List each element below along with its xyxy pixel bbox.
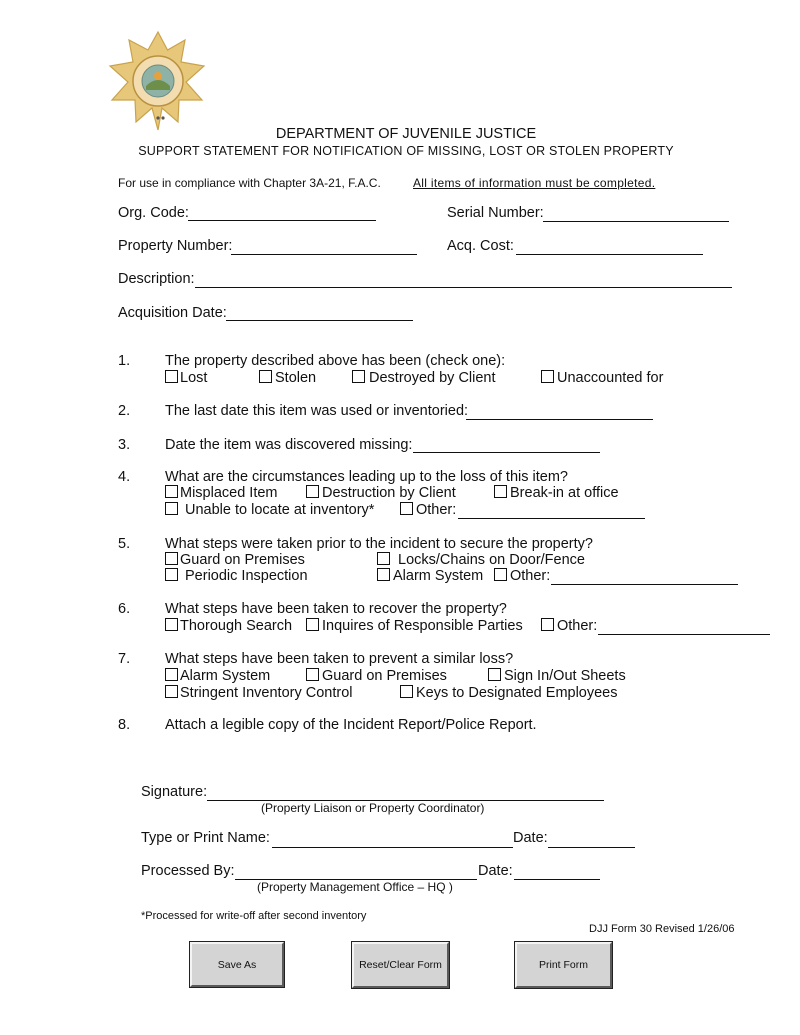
processed-by-label: Processed By:	[141, 863, 235, 879]
q4-other-field[interactable]	[458, 518, 645, 519]
question-text: What steps have been taken to recover the property?	[165, 601, 507, 617]
acq-cost-label: Acq. Cost:	[447, 238, 514, 254]
stolen-label: Stolen	[275, 370, 317, 386]
print-name-field[interactable]	[272, 847, 513, 848]
org-code-label: Org. Code:	[118, 205, 189, 221]
serial-number-field[interactable]	[543, 221, 729, 222]
unable-to-locate-label: Unable to locate at inventory*	[185, 502, 375, 518]
stringent-inventory-label: Stringent Inventory Control	[180, 685, 353, 701]
periodic-inspection-label: Periodic Inspection	[185, 568, 308, 584]
inquires-label: Inquires of Responsible Parties	[322, 618, 523, 634]
misplaced-item-checkbox[interactable]	[165, 485, 178, 498]
print-name-date-field[interactable]	[548, 847, 635, 848]
question-number: 5.	[118, 536, 131, 552]
write-off-note: *Processed for write-off after second inventory	[141, 910, 367, 922]
q4-other-label: Other:	[416, 502, 457, 518]
q5-other-field[interactable]	[551, 584, 738, 585]
destroyed-by-client-label: Destroyed by Client	[369, 370, 496, 386]
serial-number-label: Serial Number:	[447, 205, 544, 221]
question-number: 7.	[118, 651, 131, 667]
unaccounted-for-checkbox[interactable]	[541, 370, 554, 383]
keys-to-employees-checkbox[interactable]	[400, 685, 413, 698]
form-subtitle: SUPPORT STATEMENT FOR NOTIFICATION OF MISSING, LOST OR STOLEN PROPERTY	[138, 144, 674, 158]
question-number: 3.	[118, 437, 131, 453]
q7-guard-on-premises-label: Guard on Premises	[322, 668, 447, 684]
save-as-button[interactable]: Save As	[190, 942, 284, 987]
destruction-by-client-checkbox[interactable]	[306, 485, 319, 498]
sign-in-out-label: Sign In/Out Sheets	[504, 668, 626, 684]
question-number: 6.	[118, 601, 131, 617]
acquisition-date-label: Acquisition Date:	[118, 305, 227, 321]
reset-clear-form-button[interactable]: Reset/Clear Form	[352, 942, 449, 988]
q5-other-label: Other:	[510, 568, 551, 584]
q7-alarm-system-label: Alarm System	[180, 668, 271, 684]
misplaced-item-label: Misplaced Item	[180, 485, 278, 501]
q6-other-checkbox[interactable]	[541, 618, 554, 631]
compliance-text: For use in compliance with Chapter 3A-21, F.A.C.	[118, 176, 381, 190]
thorough-search-label: Thorough Search	[180, 618, 293, 634]
description-label: Description:	[118, 271, 195, 287]
processed-caption: (Property Management Office – HQ )	[257, 880, 453, 894]
org-code-field[interactable]	[188, 220, 376, 221]
q4-other-checkbox[interactable]	[400, 502, 413, 515]
q5-alarm-system-label: Alarm System	[393, 568, 484, 584]
processed-date-label: Date:	[478, 863, 513, 879]
break-in-checkbox[interactable]	[494, 485, 507, 498]
agency-seal	[106, 30, 210, 132]
unaccounted-for-label: Unaccounted for	[557, 370, 664, 386]
guard-on-premises-label: Guard on Premises	[180, 552, 305, 568]
thorough-search-checkbox[interactable]	[165, 618, 178, 631]
last-used-date-field[interactable]	[466, 419, 653, 420]
form-title: DEPARTMENT OF JUVENILE JUSTICE	[275, 126, 537, 142]
print-form-button[interactable]: Print Form	[515, 942, 612, 988]
question-number: 2.	[118, 403, 131, 419]
unable-to-locate-checkbox[interactable]	[165, 502, 178, 515]
question-number: 8.	[118, 717, 131, 733]
question-text: The property described above has been (check one):	[165, 353, 506, 369]
signature-label: Signature:	[141, 784, 208, 800]
processed-date-field[interactable]	[514, 879, 600, 880]
q5-alarm-system-checkbox[interactable]	[377, 568, 390, 581]
q6-other-label: Other:	[557, 618, 598, 634]
property-number-field[interactable]	[231, 254, 417, 255]
question-text: What steps have been taken to prevent a similar loss?	[165, 651, 514, 667]
form-id: DJJ Form 30 Revised 1/26/06	[589, 923, 735, 935]
q5-other-checkbox[interactable]	[494, 568, 507, 581]
q7-alarm-system-checkbox[interactable]	[165, 668, 178, 681]
break-in-label: Break-in at office	[510, 485, 619, 501]
destruction-by-client-label: Destruction by Client	[322, 485, 456, 501]
compliance-note: All items of information must be completed.	[413, 176, 656, 190]
signature-caption: (Property Liaison or Property Coordinator)	[261, 801, 485, 815]
question-text: Date the item was discovered missing:	[165, 437, 413, 453]
question-number: 4.	[118, 469, 131, 485]
acq-cost-field[interactable]	[516, 254, 703, 255]
periodic-inspection-checkbox[interactable]	[165, 568, 178, 581]
description-field[interactable]	[195, 287, 732, 288]
keys-to-employees-label: Keys to Designated Employees	[416, 685, 618, 701]
inquires-checkbox[interactable]	[306, 618, 319, 631]
question-number: 1.	[118, 353, 131, 369]
stringent-inventory-checkbox[interactable]	[165, 685, 178, 698]
acquisition-date-field[interactable]	[226, 320, 413, 321]
lost-checkbox[interactable]	[165, 370, 178, 383]
sign-in-out-checkbox[interactable]	[488, 668, 501, 681]
locks-chains-checkbox[interactable]	[377, 552, 390, 565]
date-label: Date:	[513, 830, 548, 846]
lost-label: Lost	[180, 370, 208, 386]
guard-on-premises-checkbox[interactable]	[165, 552, 178, 565]
print-name-label: Type or Print Name:	[141, 830, 270, 846]
q7-guard-on-premises-checkbox[interactable]	[306, 668, 319, 681]
q6-other-field[interactable]	[598, 634, 770, 635]
question-text: The last date this item was used or inventoried:	[165, 403, 469, 419]
question-text: What steps were taken prior to the incident to secure the property?	[165, 536, 593, 552]
question-text: Attach a legible copy of the Incident Report/Police Report.	[165, 717, 537, 733]
property-number-label: Property Number:	[118, 238, 233, 254]
question-text: What are the circumstances leading up to the loss of this item?	[165, 469, 568, 485]
stolen-checkbox[interactable]	[259, 370, 272, 383]
destroyed-by-client-checkbox[interactable]	[352, 370, 365, 383]
locks-chains-label: Locks/Chains on Door/Fence	[398, 552, 585, 568]
discovered-missing-date-field[interactable]	[413, 452, 600, 453]
